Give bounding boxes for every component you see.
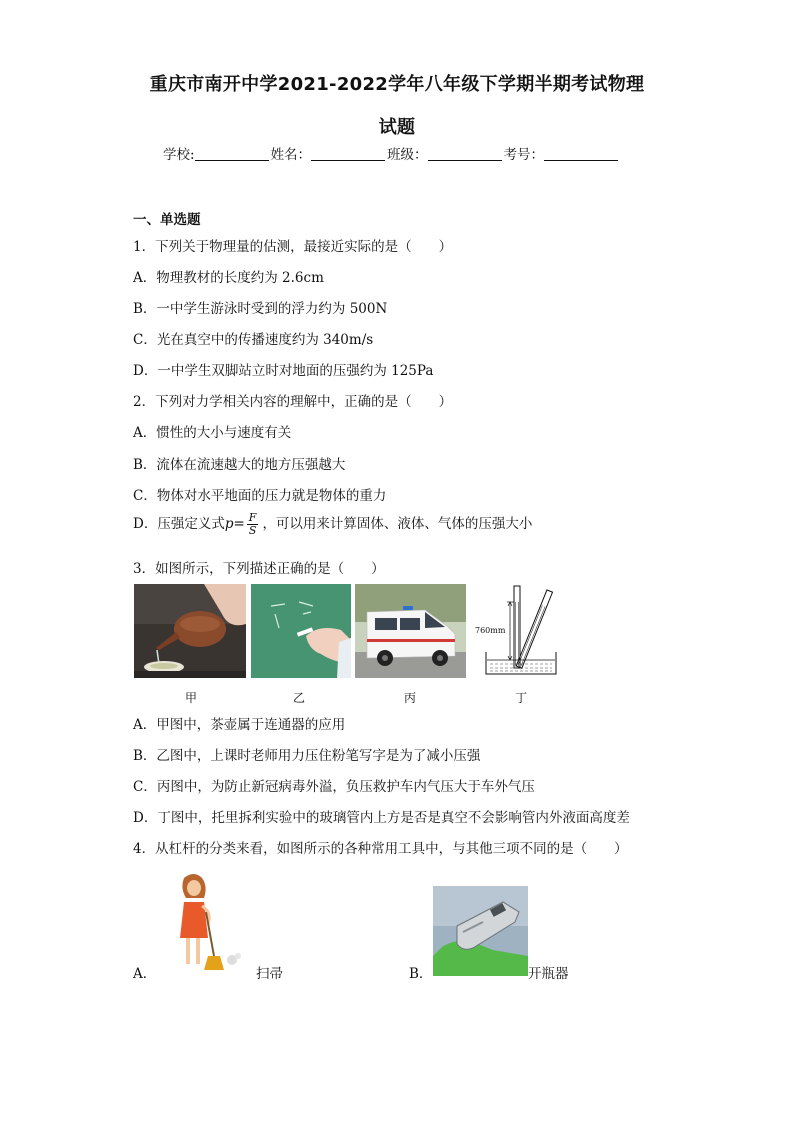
- school-label: 学校:: [163, 147, 195, 163]
- q2-option-a: A．惯性的大小与速度有关: [133, 425, 292, 441]
- q1-option-c: C．光在真空中的传播速度约为 340m/s: [133, 332, 374, 348]
- torricelli-diagram: [474, 580, 566, 680]
- q1-stem: 1．下列关于物理量的估测，最接近实际的是（ ）: [133, 239, 453, 255]
- q2-d-p-symbol: p: [224, 516, 234, 532]
- q2-stem: 2．下列对力学相关内容的理解中，正确的是（ ）: [133, 394, 453, 410]
- q1-option-a: A．物理教材的长度约为 2.6cm: [133, 270, 324, 286]
- ambulance-photo: [355, 584, 466, 678]
- q3-option-d: D．丁图中，托里拆利实验中的玻璃管内上方是否是真空不会影响管内外液面高度差: [133, 810, 630, 826]
- q3-option-c: C．丙图中，为防止新冠病毒外溢，负压救护车内气压大于车外气压: [133, 779, 535, 795]
- q2-option-b: B．流体在流速越大的地方压强越大: [133, 457, 346, 473]
- caption-ding: 丁: [514, 691, 527, 705]
- q3-option-b: B．乙图中，上课时老师用力压住粉笔写字是为了减小压强: [133, 748, 481, 764]
- q4-option-a-label: A．: [133, 966, 157, 982]
- section-heading: 一、单选题: [133, 212, 201, 228]
- pressure-fraction: [247, 512, 259, 537]
- q1-option-d: D．一中学生双脚站立时对地面的压强约为 125Pa: [133, 363, 434, 379]
- exam-title-line2: 试题: [378, 117, 416, 138]
- fraction-denominator: S: [248, 524, 257, 537]
- q1-option-b: B．一中学生游泳时受到的浮力约为 500N: [133, 301, 388, 317]
- q3-option-a: A．甲图中，茶壶属于连通器的应用: [133, 717, 346, 733]
- class-label: 班级：: [387, 147, 428, 163]
- exam-title-line1: 重庆市南开中学2021-2022学年八年级下学期半期考试物理: [149, 74, 645, 95]
- q4-option-a-name: 扫帚: [256, 966, 283, 982]
- q3-stem: 3．如图所示，下列描述正确的是（ ）: [133, 561, 385, 577]
- q4-option-b-label: B．: [409, 966, 433, 982]
- q4-option-b-name: 开瓶器: [528, 966, 569, 982]
- caption-bing: 丙: [403, 691, 416, 705]
- id-blank[interactable]: [544, 146, 618, 161]
- caption-jia: 甲: [184, 691, 197, 705]
- caption-yi: 乙: [292, 691, 305, 705]
- q2-option-d: [133, 512, 532, 537]
- student-info-row: [163, 143, 620, 163]
- q2-option-c: C．物体对水平地面的压力就是物体的重力: [133, 488, 387, 504]
- bottle-opener-photo: [433, 886, 528, 976]
- broom-sweeping-illustration: [172, 872, 246, 972]
- teapot-photo: [134, 584, 246, 678]
- school-blank[interactable]: [195, 146, 269, 161]
- name-label: 姓名：: [270, 147, 312, 163]
- name-blank[interactable]: [311, 146, 385, 161]
- q2-d-suffix: ，可以用来计算固体、液体、气体的压强大小: [262, 516, 533, 532]
- blackboard-chalk-photo: [251, 584, 351, 678]
- torricelli-height-label: 760mm: [475, 626, 506, 635]
- q2-d-equals: =: [233, 516, 245, 532]
- q2-d-prefix: D．压强定义式: [133, 516, 225, 532]
- fraction-numerator: F: [248, 511, 257, 524]
- class-blank[interactable]: [428, 146, 502, 161]
- q4-stem: 4．从杠杆的分类来看，如图所示的各种常用工具中，与其他三项不同的是（ ）: [133, 841, 628, 857]
- id-label: 考号：: [503, 147, 545, 163]
